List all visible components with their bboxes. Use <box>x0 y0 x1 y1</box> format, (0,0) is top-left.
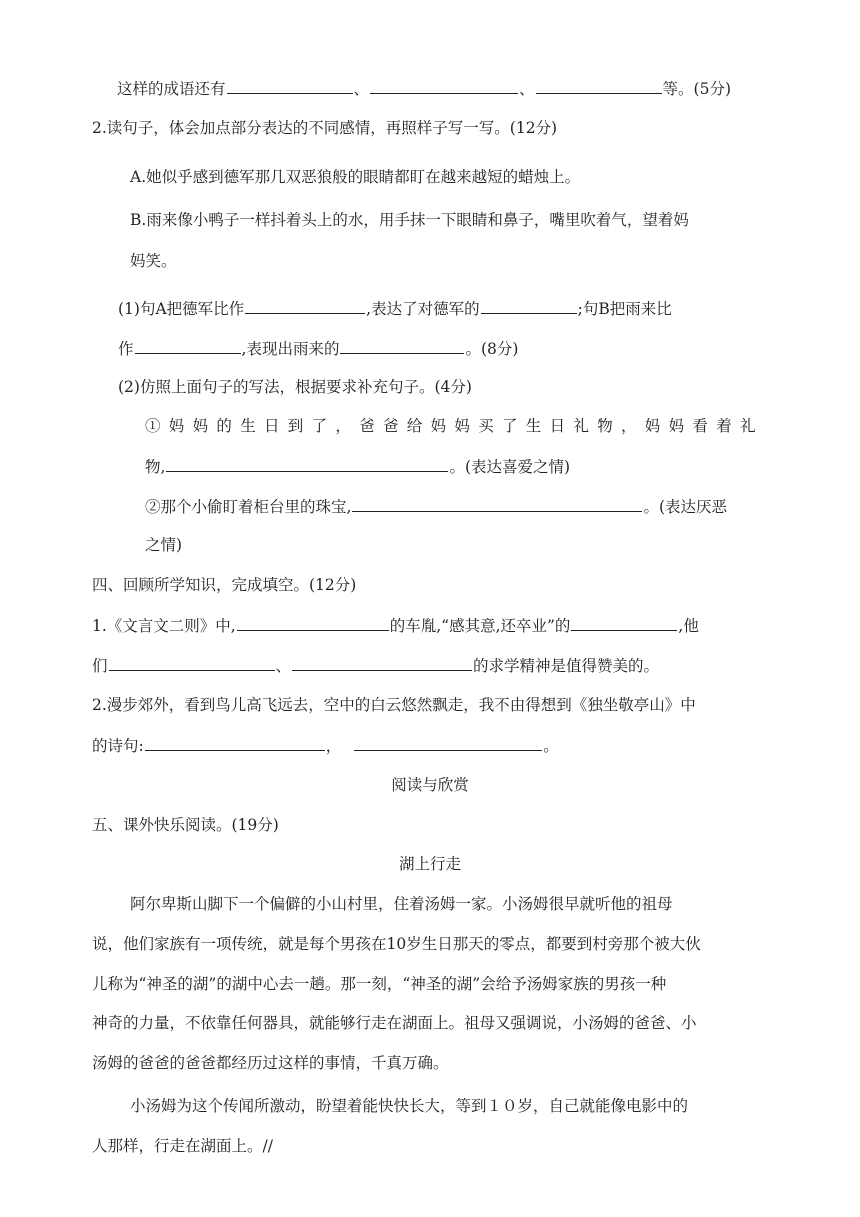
answer-blank[interactable] <box>571 614 677 631</box>
answer-blank[interactable] <box>352 495 642 512</box>
question-4-title: 四、回顾所学知识，完成填空。(12分) <box>92 576 357 594</box>
passage-line: 汤姆的爸爸的爸爸都经历过这样的事情，千真万确。 <box>92 1054 449 1072</box>
passage-line: 说，他们家族有一项传统，就是每个男孩在10岁生日那天的零点，都要到村旁那个被大伙 <box>92 935 701 953</box>
answer-blank[interactable] <box>135 337 241 354</box>
answer-blank[interactable] <box>145 734 325 751</box>
q4-line-4: 的诗句: ， 。 <box>92 734 559 757</box>
answer-blank[interactable] <box>354 734 542 751</box>
subquestion-1: (1)句A把德军比作 ,表达了对德军的 ;句B把雨来比 <box>118 297 672 320</box>
passage-line: 人那样，行走在湖面上。// <box>92 1137 273 1155</box>
passage-line: 神奇的力量，不依靠任何器具，就能够行走在湖面上。祖母又强调说，小汤姆的爸爸、小 <box>92 1014 697 1032</box>
question-5-title: 五、课外快乐阅读。(19分) <box>92 816 279 834</box>
item-2: ②那个小偷盯着柜台里的珠宝, 。(表达厌恶 <box>145 495 727 518</box>
q4-line-3: 2.漫步郊外，看到鸟儿高飞远去，空中的白云悠然飘走，我不由得想到《独坐敬亭山》中 <box>92 696 696 714</box>
q4-line-1: 1.《文言文二则》中, 的车胤,“感其意,还卒业”的 ,他 <box>92 614 699 637</box>
answer-blank[interactable] <box>536 77 662 94</box>
answer-blank[interactable] <box>227 77 353 94</box>
sentence-b: B.雨来像小鸭子一样抖着头上的水，用手抹一下眼睛和鼻子，嘴里吹着气，望着妈 <box>130 211 689 229</box>
idiom-line: 这样的成语还有 、 、 等。(5分) <box>117 77 731 100</box>
subquestion-1-cont: 作 ,表现出雨来的 。(8分) <box>118 337 518 360</box>
item-2-cont: 之情) <box>145 536 183 554</box>
subquestion-2: (2)仿照上面句子的写法，根据要求补充句子。(4分) <box>118 378 472 396</box>
answer-blank[interactable] <box>166 455 448 472</box>
item-1-cont: 物, 。(表达喜爱之情) <box>145 455 570 478</box>
answer-blank[interactable] <box>245 297 365 314</box>
passage-title: 湖上行走 <box>398 855 461 873</box>
passage-line: 小汤姆为这个传闻所激动，盼望着能快快长大，等到１０岁，自己就能像电影中的 <box>130 1097 689 1115</box>
answer-blank[interactable] <box>481 297 577 314</box>
passage-line: 阿尔卑斯山脚下一个偏僻的小山村里，住着汤姆一家。小汤姆很早就听他的祖母 <box>130 895 673 913</box>
sentence-a: A.她似乎感到德军那几双恶狼般的眼睛都盯在越来越短的蜡烛上。 <box>130 168 581 186</box>
answer-blank[interactable] <box>237 614 389 631</box>
q4-line-2: 们 、 的求学精神是值得赞美的。 <box>92 654 659 677</box>
answer-blank[interactable] <box>340 337 464 354</box>
answer-blank[interactable] <box>109 654 275 671</box>
question-2-title: 2.读句子，体会加点部分表达的不同感情，再照样子写一写。(12分) <box>92 119 558 137</box>
section-heading: 阅读与欣赏 <box>391 776 469 794</box>
item-1: ①妈妈的生日到了，爸爸给妈妈买了生日礼物，妈妈看着礼 <box>145 417 764 435</box>
sentence-b-cont: 妈笑。 <box>130 252 177 270</box>
passage-line: 儿称为“神圣的湖”的湖中心去一趟。那一刻，“神圣的湖”会给予汤姆家族的男孩一种 <box>92 975 667 993</box>
answer-blank[interactable] <box>370 77 518 94</box>
answer-blank[interactable] <box>292 654 472 671</box>
idiom-prompt: 这样的成语还有 <box>117 80 226 98</box>
